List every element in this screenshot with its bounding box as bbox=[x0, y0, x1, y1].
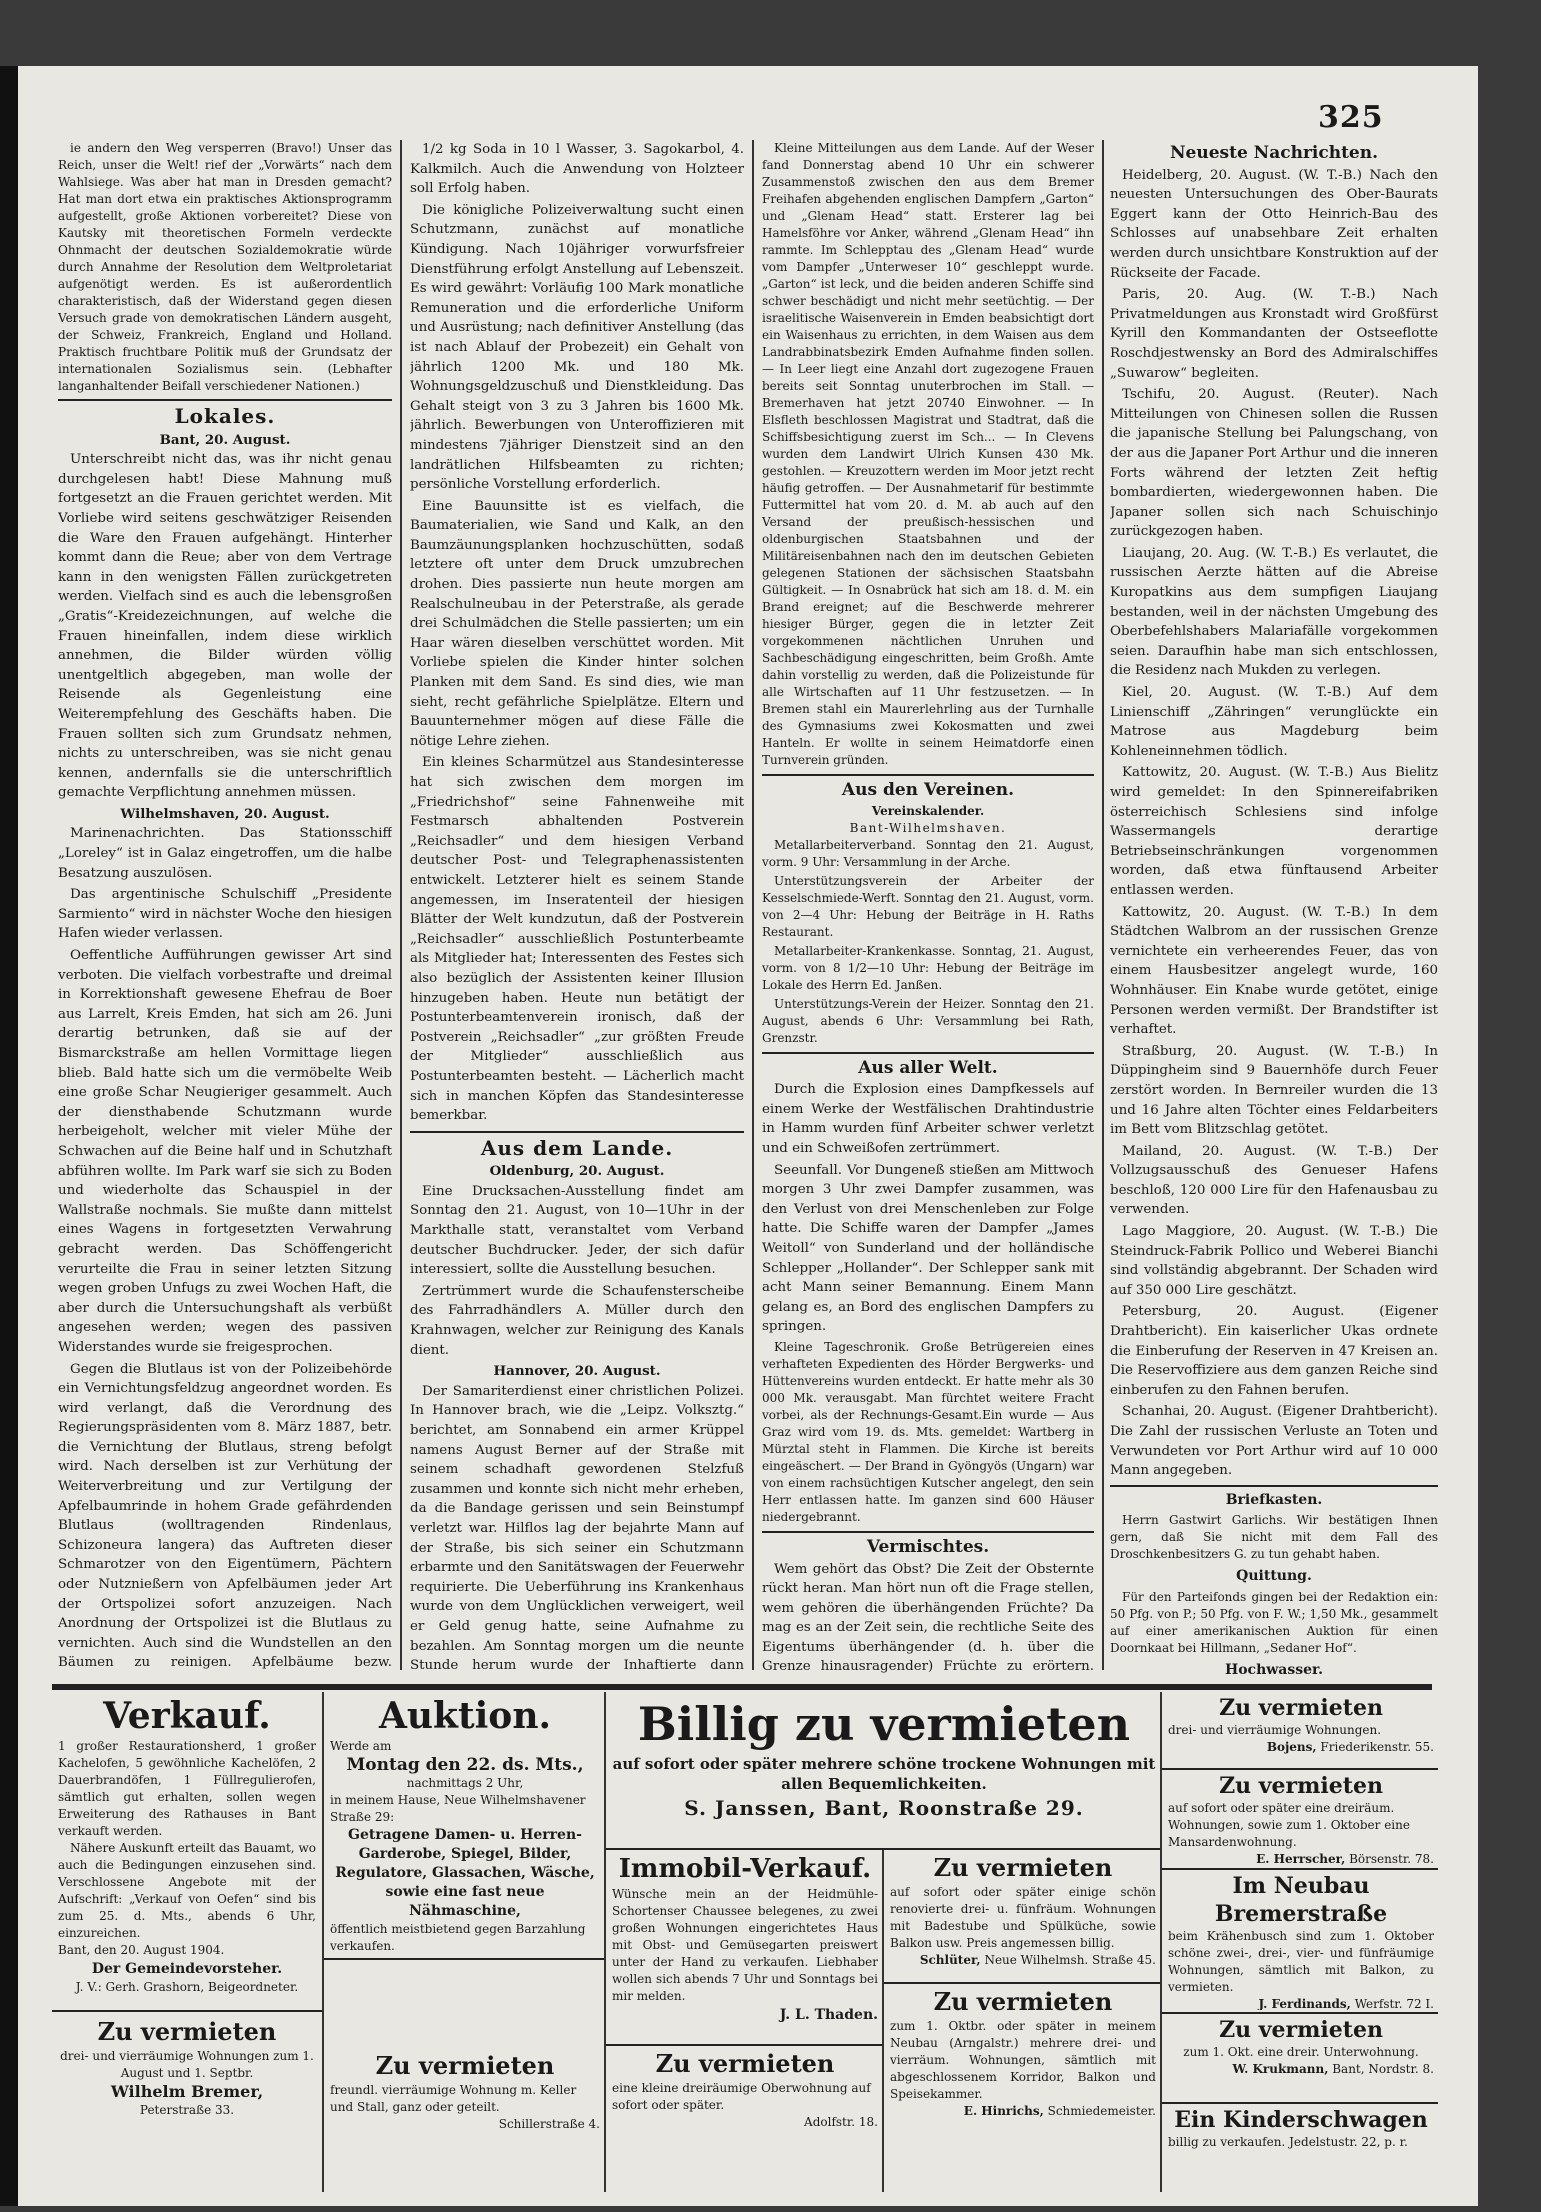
divider bbox=[762, 774, 1094, 776]
ad-divider bbox=[606, 2044, 882, 2046]
ad-title: Zu vermieten bbox=[933, 1853, 1113, 1882]
ad-name: Wilhelm Bremer, bbox=[110, 2082, 264, 2101]
ad-divider bbox=[52, 2010, 322, 2012]
dateline: Hannover, 20. August. bbox=[493, 1363, 661, 1380]
ad-text: auf sofort oder später mehrere schöne trockene Wohnungen mit allen Bequemlichkeiten. bbox=[612, 1755, 1156, 1793]
ad-date: Bant, den 20. August 1904. bbox=[58, 1943, 225, 1957]
section-title-lokales: Lokales. bbox=[174, 404, 276, 428]
news-item: Straßburg, 20. August. (W. T.-B.) In Düppingheim sind 9 Bauernhöfe durch Feuer zerstört worden. In Bernreiler wurden die 13 und 16 Jahre alten Töchter eines Feldarbeiters im Bett vom Blitzschlag getötet. bbox=[1110, 1043, 1438, 1138]
ad-kinderwagen bbox=[1168, 2106, 1434, 2192]
calendar-item: Unterstützungsverein der Arbeiter der Kesselschmiede-Werft. Sonntag den 21. August, vorm. von 2—4 Uhr: Hebung der Beiträge in H. Raths Restaurant. bbox=[762, 873, 1094, 939]
ad-verkauf bbox=[58, 1694, 316, 2006]
ad-text: Nähere Auskunft erteilt das Bauamt, wo auch die Bedingungen einzusehen sind. Verschlossene Angebote mit der Aufschrift: „Verkauf von Oefen“ sind bis zum 25. d. Mts., abends 6 Uhr, einzureichen. bbox=[58, 1841, 316, 1940]
ad-zu-vermieten bbox=[330, 2050, 600, 2192]
ad-text: beim Krähenbusch sind zum 1. Oktober schöne zwei-, drei-, vier- und fünfräumige Wohnungen, sämtlich mit Balkon, zu vermieten. bbox=[1168, 1929, 1434, 1994]
news-item: Mailand, 20. August. (W. T.-B.) Der Vollzugsausschuß des Genueser Hafens beschloß, 120 000 Lire für den Hafenausbau zu verwenden. bbox=[1110, 1143, 1438, 1218]
article-paragraph: Marinenachrichten. Das Stationsschiff „Loreley“ ist in Galaz eingetroffen, um die halbe Besatzung auszulösen. bbox=[58, 826, 392, 881]
column-divider bbox=[1102, 140, 1104, 1670]
briefkasten-text: Herrn Gastwirt Garlichs. Wir bestätigen Ihnen gern, daß Sie nicht mit dem Fall des Droschkenbesitzers G. zu tun gehabt haben. bbox=[1110, 1513, 1438, 1562]
ad-name: S. Janssen, Bant, Roonstraße 29. bbox=[684, 1796, 1084, 1820]
ad-text: zum 1. Okt. eine dreir. Unterwohnung. bbox=[1183, 2045, 1419, 2059]
ad-signature bbox=[1168, 1739, 1434, 1756]
ads-separator bbox=[52, 1684, 1432, 1690]
section-title-briefkasten: Briefkasten. bbox=[1225, 1491, 1323, 1508]
quittung-text: Für den Parteifonds gingen bei der Redaktion ein: 50 Pfg. von P.; 50 Pfg. von F. W.; 1,50 Mk., gesammelt auf einer amerikanischen Auktion für einen Doornkaat bei Hillmann, „Sedaner Hof“. bbox=[1110, 1589, 1438, 1655]
ad-name bbox=[330, 1955, 600, 1956]
article-paragraph: 1/2 kg Soda in 10 l Wasser, 3. Sagokarbol, 4. Kalkmilch. Auch die Anwendung von Holzteer soll Erfolg haben. bbox=[410, 142, 744, 197]
ad-date: Montag den 22. ds. Mts., bbox=[346, 1755, 584, 1775]
ad-name: Schlüter, bbox=[919, 1953, 981, 1967]
news-item: Liaujang, 20. Aug. (W. T.-B.) Es verlautet, die russischen Aerzte hätten auf die Abreise Kuropatkins aus dem sumpfigen Liaujang bestanden, weil in der nächsten Umgebung des Oberbefehlshabers Malariafälle vorgekommen seien. Daraufhin habe man sich entschlossen, die Residenz nach Mukden zu verlegen. bbox=[1110, 545, 1438, 679]
article-continuation: ie andern den Weg versperren (Bravo!) Unser das Reich, unser die Welt! rief der „Vorwärts“ nach dem Wahlsiege. Was aber hat man in Dresden gemacht? Hat man dort etwa ein praktisches Aktionsprogramm aufgestellt, große Aktionen vorbereitet? Diese von Kautsky mit theoretischen Formeln verdeckte Ohnmacht der deutschen Sozialdemokratie würde durch Annahme der Resolution dem Weltproletariat aufgenötigt werden. Es ist außerordentlich charakteristisch, daß der Widerstand gegen diesen Versuch grade von demokratischen Ländern ausgeht, der Schweiz, Frankreich, England und Holland. Praktisch fruchtbare Politik muß der Grundsatz der internationalen Sozialismus sein. (Lebhafter langanhaltender Beifall verschiedener Nationen.) bbox=[58, 141, 392, 393]
news-item: Kattowitz, 20. August. (W. T.-B.) Aus Bielitz wird gemeldet: In den Spinnereifabriken österreichisch Schlesiens sind infolge Wassermangels derartige Betriebseinschränkungen vorgenommen worden, daß etwa fünftausend Arbeiter entlassen werden. bbox=[1110, 765, 1438, 898]
ad-address: Werfstr. 72 I. bbox=[1354, 1997, 1434, 2010]
ad-divider bbox=[1162, 1768, 1438, 1770]
ad-address: Friederikenstr. 55. bbox=[1320, 1740, 1434, 1754]
article-paragraph: Gegen die Blutlaus ist von der Polizeibehörde ein Vernichtungsfeldzug angeordnet worden. Es wird verlangt, daß die Verordnung des Regierungspräsidenten vom 8. März 1887, betr. die Vernichtung der Blutlaus, streng befolgt wird. Nach derselben ist zur Verhütung der Weiterverbreitung und zur Vertilgung der Apfelbaumrinde in hohem Grade gefährdenden Blutlaus (wolltragenden Rindenlaus, Schizoneura langera) das Auftreten dieser Schmarotzer von den Eigentümern, Pächtern oder Nutznießern von Apfelbäumen jeder Art der Ortspolizei sofort anzuzeigen. Nach Anordnung der Ortspolizei ist die Blutlaus zu vernichten. Auch sind die Wundstellen an den Bäumen zu reinigen. Apfelbäume bezw. bbox=[58, 1361, 392, 1671]
article-paragraph: Der Samariterdienst einer christlichen Polizei. In Hannover brach, wie die „Leipz. Volksztg.“ berichtet, am Sonnabend ein armer Krüppel namens August Berner auf der Straße mit seinem schadhaft gewordenen Stelzfuß zusammen und konnte sich nicht mehr erheben, da die Bandage gerissen und sein Beinstumpf verletzt war. Hilflos lag der bejahrte Mann auf der Straße, bis sich seiner ein Schutzmann erbarmte und den Sanitätswagen der Feuerwehr requirierte. Die Ueberführung ins Krankenhaus wurde von dem Unglücklichen verweigert, weil er Geld genug hatte, seine Aufnahme zu bezahlen. Am Sonntag morgen um die neunte Stunde herum wurde der Inhaftierte dann bbox=[410, 1383, 744, 1674]
article-paragraph: Zertrümmert wurde die Schaufensterscheibe des Fahrradhändlers A. Müller durch den Krahnwagen, welcher zur Reinigung des Kanals dient. bbox=[410, 1283, 744, 1358]
ad-divider bbox=[1162, 1868, 1438, 1870]
section-title-neueste-nachrichten: Neueste Nachrichten. bbox=[1169, 143, 1379, 163]
article-paragraph: Die königliche Polizeiverwaltung sucht einen Schutzmann, zunächst auf monatliche Kündigung. Nach 10jähriger vorwurfsfreier Dienstführung erfolgt Anstellung auf Lebenszeit. Es wird gewährt: Vorläufig 100 Mark monatliche Remuneration und die erforderliche Uniform und Ausrüstung; nach definitiver Anstellung (das ist nach Ablauf der Probezeit) ein Gehalt von jährlich 1200 Mk. und 180 Mk. Wohnungsgeldzuschuß und Dienstkleidung. Das Gehalt steigt von 3 zu 3 Jahren bis 1600 Mk. jährlich. Bewerbungen von Unteroffizieren mit mindestens 7jähriger Dienstzeit sind an den landrätlichen Hilfsbeamten zu richten; persönliche Vorstellung erforderlich. bbox=[410, 202, 744, 493]
dateline: Wilhelmshaven, 20. August. bbox=[120, 805, 330, 822]
ad-address: Bant, Nordstr. 8. bbox=[1332, 2062, 1434, 2076]
section-title-aus-dem-lande: Aus dem Lande. bbox=[480, 1135, 674, 1160]
ad-divider bbox=[322, 1692, 324, 2192]
ad-title: Zu vermieten bbox=[655, 2049, 835, 2078]
article-paragraph: Eine Drucksachen-Ausstellung findet am Sonntag den 21. August, von 10—1Uhr in der Markthalle statt, veranstaltet vom Verband deutscher Buchdrucker. Jeder, der sich dafür interessiert, sollte die Ausstellung besuchen. bbox=[410, 1183, 744, 1278]
ad-address: Schmiedemeister. bbox=[1047, 2104, 1156, 2118]
ad-address: Peterstraße 33. bbox=[139, 2103, 235, 2117]
ad-text: zum 1. Oktbr. oder später in meinem Neubau (Arngalstr.) mehrere drei- und vierräum. Wohnungen, sämtlich mit abgeschlossenem Korridor, Balkon und Speisekammer. bbox=[890, 2019, 1156, 2101]
ad-address: Schillerstraße 4. bbox=[498, 2117, 600, 2131]
ad-zu-vermieten bbox=[58, 2016, 316, 2192]
ad-title: Zu vermieten bbox=[375, 2051, 555, 2080]
ad-auktion bbox=[330, 1694, 600, 1956]
divider bbox=[762, 1531, 1094, 1533]
ad-neubau bbox=[1168, 1872, 1434, 2010]
ad-divider bbox=[1162, 2012, 1438, 2014]
ad-items: Getragene Damen- u. Herren-Garderobe, Spiegel, Bilder, Regulatore, Glassachen, Wäsche, sowie eine fast neue Nähmaschine, bbox=[335, 1827, 595, 1919]
ad-name: E. Herrscher, bbox=[1256, 1852, 1346, 1866]
ad-text: Werde am bbox=[330, 1739, 392, 1753]
ad-address: Neue Wilhelmsh. Straße 45. bbox=[984, 1953, 1156, 1967]
news-item: Kiel, 20. August. (W. T.-B.) Auf dem Linienschiff „Zähringen“ verunglückte ein Matrose aus Magdeburg beim Kohleneinnehmen tödlich. bbox=[1110, 685, 1438, 759]
ad-signature-sub: J. V.: Gerh. Grashorn, Beigeordneter. bbox=[75, 1980, 299, 1994]
ad-signature bbox=[1168, 1996, 1434, 2010]
ad-signature bbox=[1168, 2061, 1434, 2078]
news-item: Heidelberg, 20. August. (W. T.-B.) Nach den neuesten Untersuchungen des Ober-Baurats Eggert kann der Otto Heinrich-Bau des Schlosses auf unabsehbare Zeit erhalten werden durch unsichtbare Konstruktion auf der Rückseite der Facade. bbox=[1110, 167, 1438, 281]
ad-text: eine kleine dreiräumige Oberwohnung auf sofort oder später. bbox=[612, 2081, 871, 2112]
column-3 bbox=[762, 140, 1094, 1675]
ad-title: Zu vermieten bbox=[1219, 1695, 1383, 1721]
ad-zu-vermieten bbox=[1168, 1694, 1434, 1766]
divider bbox=[1110, 1485, 1438, 1487]
ad-divider bbox=[882, 1850, 884, 2192]
ad-title: Billig zu vermieten bbox=[637, 1697, 1131, 1751]
section-title-hochwasser: Hochwasser. bbox=[1224, 1661, 1324, 1675]
ad-title: Im Neubau Bremerstraße bbox=[1214, 1873, 1388, 1927]
calendar-item: Metallarbeiter-Krankenkasse. Sonntag, 21. August, vorm. von 8 1/2—10 Uhr: Hebung der Beiträge im Lokale des Herrn Ed. Janßen. bbox=[762, 943, 1094, 992]
ad-signature: Der Gemeindevorsteher. bbox=[91, 1961, 283, 1977]
column-2 bbox=[410, 140, 744, 1675]
ad-divider bbox=[884, 1982, 1160, 1984]
ad-zu-vermieten bbox=[612, 2048, 878, 2192]
ad-line bbox=[1168, 2134, 1434, 2151]
article-paragraph: Seeunfall. Vor Dungeneß stießen am Mittwoch morgen 3 Uhr zwei Dampfer zusammen, was den Verlust von drei Menschenleben zur Folge hatte. Die Schiffe waren der Dampfer „James Weitoll“ von Sunderland und der holländische Schlepper „Hollander“. Der Schlepper sank mit acht Mann seiner Bemannung. Einem Mann gelang es, an Bord des englischen Dampfers zu springen. bbox=[762, 1162, 1094, 1335]
ad-signature bbox=[890, 2103, 1156, 2120]
news-item: Lago Maggiore, 20. August. (W. T.-B.) Die Steindruck-Fabrik Pollico und Weberei Bianchi sind vollständig abgebrannt. Der Schaden wird auf 350 000 Lire geschätzt. bbox=[1110, 1224, 1438, 1298]
ad-signature bbox=[1168, 1851, 1434, 1866]
ad-text: Wünsche mein an der Heidmühle-Schortenser Chaussee belegenes, zu zwei großen Wohnungen eingerichtetes Haus mit Obst- und Gemüsegarten preiswert unter der Hand zu verkaufen. Liebhaber wollen sich abends 7 Uhr und Sonntags bei mir melden. bbox=[612, 1887, 878, 2003]
news-item: Kattowitz, 20. August. (W. T.-B.) In dem Städtchen Walbrom an der russischen Grenze vernichtete ein verheerendes Feuer, das von einem Hausbesitzer angelegt wurde, 160 Wohnhäuser. Ein Knabe wurde getötet, einige Personen werden vermißt. Der Brandstifter ist verhaftet. bbox=[1110, 904, 1438, 1038]
ad-zu-vermieten bbox=[1168, 2016, 1434, 2100]
page-number: 325 bbox=[1318, 100, 1384, 135]
ad-text: freundl. vierräumige Wohnung m. Keller und Stall, ganz oder geteilt. bbox=[330, 2083, 577, 2114]
dateline: Oldenburg, 20. August. bbox=[489, 1163, 665, 1180]
news-item: Petersburg, 20. August. (Eigener Drahtbericht). Ein kaiserlicher Ukas ordnete die Einberufung der Reserven in 47 Kreisen an. Die Reservoffiziere aus dem ganzen Reiche sind einberufen zu den Fahnen berufen. bbox=[1110, 1304, 1438, 1398]
article-paragraph: Kleine Mitteilungen aus dem Lande. Auf der Weser fand Donnerstag abend 10 Uhr ein schwerer Zusammenstoß zwischen den aus dem Bremer Freihafen abgehenden englischen Dampfern „Garton“ und „Glenam Head“ statt. Ersterer lag bei Hamelsföhre vor Anker, während „Glenam Head“ ihn rammte. Im Schlepptau des „Glenam Head“ wurde vom Dampfer „Unterweser 10“ geschleppt wurde. „Garton“ ist leck, und die beiden anderen Schiffe sind schwer beschädigt und nicht mehr seetüchtig. — Der israelitische Waisenverein in Emden beabsichtigt dort ein Waisenhaus zu errichten, in dem Waisen aus dem Landrabbinatsbezirk Emden Aufnahme finden sollen. — In Leer liegt eine Anzahl dort zugezogene Frauen bereits seit Sonntag unuterbrochen im Stall. — Bremerhaven hat jetzt 20740 Einwohner. — In Elsfleth beschlossen Magistrat und Stadtrat, daß die Schiffsbesichtigung zuerst im Sch... — In Clevens wurden dem Landwirt Ulrich Kunsen 430 Mk. gestohlen. — Kreuzottern werden im Moor jetzt recht häufig getroffen. — Der Ausnahmetarif für bestimmte Futtermittel hat vom 20. d. M. ab auch auf den Versand der preußisch-hessischen und oldenburgischen Staatsbahnen und der Militäreisenbahnen nach den im deutschen Gebieten gelegenen Stationen der sächsischen Staatsbahn Gültigkeit. — In Osnabrück hat sich am 18. d. M. ein Brand ereignet; auf die Beschwerde mehrerer hiesiger Bürger, gegen die in letzter Zeit vorgekommenen nächtlichen Unruhen und Sachbeschädigung eingeschritten, beim Großh. Amte dahin vorstellig zu werden, daß die Polizeistunde für alle Wirtschaften auf 11 Uhr festzusetzen. — In Bremen stahl ein Maurerlehrling aus der Turnhalle des Gymnasiums zwei Kokosmatten und zwei Hanteln. Er wollte in seinem Heimatdorfe einen Turnverein gründen. bbox=[762, 141, 1094, 767]
ad-title: Zu vermieten bbox=[1219, 2017, 1383, 2043]
column-divider bbox=[400, 140, 402, 1670]
ad-name: W. Krukmann, bbox=[1232, 2062, 1329, 2076]
ad-title: Zu vermieten bbox=[97, 2017, 277, 2046]
dateline: Bant, 20. August. bbox=[159, 431, 291, 448]
divider bbox=[58, 399, 392, 401]
ad-divider bbox=[324, 1958, 604, 1960]
news-item: Tschifu, 20. August. (Reuter). Nach Mitteilungen von Chinesen sollen die Russen die japanische Stellung bei Palungschang, von der aus die Japaner Port Arthur und die inneren Forts während der letzten Zeit heftig bombardierten, wiedergewonnen haben. Die Japaner sollen sich nach Schuischinjo zurückgezogen haben. bbox=[1110, 387, 1438, 540]
article-paragraph: Unterschreibt nicht das, was ihr nicht genau durchgelesen habt! Diese Mahnung muß fortgesetzt an die Frauen gerichtet werden. Mit Vorliebe wird seitens geschwätziger Reisenden die Ware den Frauen aufgehängt. Hinterher kommt dann die Reue; aber von dem Vertrage kann in den wenigsten Fällen zurückgetreten werden. Vielfach sind es auch die lebensgroßen „Gratis“-Kreidezeichnungen, auf welche die Frauen hineinfallen, indem diese wirklich annehmen, die Bilder würden völlig unentgeltlich abgegeben, man wolle der Reisende als Gegenleistung eine Weiterempfehlung des Geschäfts haben. Die Frauen sollten sich zum Grundsatz nehmen, nichts zu unterschreiben, was sie nicht genau kennen, andernfalls sie die unterschriftlich gemachte Verpflichtung annehmen müssen. bbox=[58, 452, 392, 801]
ad-name: Bojens, bbox=[1266, 1740, 1317, 1754]
ad-zu-vermieten bbox=[890, 1986, 1156, 2192]
news-item: Schanhai, 20. August. (Eigener Drahtbericht). Die Zahl der russischen Verluste an Toten und Verwundeten vor Port Arthur wird auf 10 000 Mann angegeben. bbox=[1110, 1404, 1438, 1479]
ad-text: öffentlich meistbietend gegen Barzahlung verkaufen. bbox=[330, 1922, 586, 1953]
article-paragraph: Ein kleines Scharmützel aus Standesinteresse hat sich zwischen dem morgen im „Friedrichshof“ seine Fahnenweihe mit Festmarsch abhaltenden Postverein „Reichsadler“ und dem hiesigen Verband deutscher Post- und Telegraphenassistenten entwickelt. Letzterer hielt es seinem Stande angemessen, im Inseratenteil der hiesigen Blätter der Welt kundzutun, daß der Postverein „Reichsadler“ ausschließlich Postunterbeamte als Mitglieder hat; Interessenten des Festes sich also bezüglich der Assistenten keiner Illusion hinzugeben haben. Heute nun betätigt der Postunterbeamtenverein ironisch, daß der Postverein „Reichsadler“ „zur größten Freude der Mitglieder“ ausschließlich aus Postunterbeamten besteht. — Lächerlich macht sich in manchen Köpfen das Standesinteresse bemerkbar. bbox=[410, 755, 744, 1124]
ad-zu-vermieten bbox=[890, 1852, 1156, 1980]
ad-name: J. L. Thaden. bbox=[779, 2007, 878, 2023]
article-paragraph: Oeffentliche Aufführungen gewisser Art sind verboten. Die vielfach vorbestrafte und dreimal in Korrektionshaft gewesene Ehefrau de Boer aus Larrelt, Kreis Emden, hat sich am 26. Juni derartig betrunken, daß sie auf der Bismarckstraße am hellen Vormittage liegen blieb. Bald hatte sich um die vermöbelte Weib eine große Schar Neugieriger gesammelt. Auch der diensthabende Schutzmann wurde herbeigeholt, welcher mit vieler Mühe der Schwachen auf die Beine half und in Schutzhaft abführen wollte. Im Park warf sie sich zu Boden und wiederholte das Schauspiel in der Wallstraße nochmals. Sie mußte dann mittelst eines Wagens in fortgesetzten Verwahrung gebracht werden. Das Schöffengericht verurteilte die Frau in seiner letzten Sitzung wegen groben Unfugs zu zwei Wochen Haft, die aber durch die Untersuchungshaft als verbüßt angesehen werden; wegen des passiven Widerstandes wurde sie freigesprochen. bbox=[58, 948, 392, 1355]
ad-text: 1 großer Restaurationsherd, 1 großer Kachelofen, 5 gewöhnliche Kachelöfen, 2 Dauerbrandöfen, 1 Füllregulierofen, sämtlich gut erhalten, sollen wegen Erweiterung des Rathauses in Bant verkauft werden. bbox=[58, 1739, 316, 1838]
ad-divider bbox=[1162, 2102, 1438, 2104]
column-4 bbox=[1110, 140, 1438, 1675]
calendar-item: Metallarbeiterverband. Sonntag den 21. August, vorm. 9 Uhr: Versammlung in der Arche. bbox=[762, 837, 1094, 869]
ad-zu-vermieten bbox=[1168, 1772, 1434, 1866]
ad-divider bbox=[604, 1692, 606, 2192]
divider bbox=[762, 1052, 1094, 1054]
ad-title: Immobil-Verkauf. bbox=[618, 1854, 872, 1884]
article-paragraph: Eine Bauunsitte ist es vielfach, die Baumaterialien, wie Sand und Kalk, an den Baumzäunungsplanken hochzuschütten, sodaß letztere oft unter dem Druck umzubrechen drohen. Dies passierte nun heute morgen am Realschulneubau in der Peterstraße, als gerade drei Schulmädchen die Stelle passierten; um ein Haar wären dieselben verschüttet worden. Mit Vorliebe spielen die Kinder hinter solchen Planken mit dem Sand. Es sind dies, wie man sieht, recht gefährliche Spielplätze. Eltern und Bauunternehmer mögen auf diese Fälle die nötige Lehre ziehen. bbox=[410, 498, 744, 749]
article-paragraph: Wem gehört das Obst? Die Zeit der Obsternte rückt heran. Man hört nun oft die Frage stellen, wem gehören die überhängenden Früchte? Da mag es an der Zeit sein, die rechtliche Seite des Eigentums überhängender (d. h. über die Grenze hinausragender) Früchte zu erörtern. bbox=[762, 1561, 1094, 1675]
news-item: Paris, 20. Aug. (W. T.-B.) Nach Privatmeldungen aus Kronstadt wird Großfürst Kyrill den Kommandanten der Ostseeflotte Roschdjestwensky an Bord des Admiralschiffes „Suwarow“ begleiten. bbox=[1110, 287, 1438, 381]
place-heading: Bant-Wilhelmshaven. bbox=[849, 820, 1007, 835]
ad-signature bbox=[890, 1952, 1156, 1969]
ad-title: Ein Kinderschwagen bbox=[1174, 2107, 1428, 2133]
ad-address: Jedelstustr. 22, p. r. bbox=[1289, 2135, 1408, 2149]
calendar-item: Unterstützungs-Verein der Heizer. Sonntag den 21. August, abends 6 Uhr: Versammlung bei Rath, Grenzstr. bbox=[762, 996, 1094, 1045]
section-title-quittung: Quittung. bbox=[1236, 1568, 1312, 1585]
article-paragraph: Durch die Explosion eines Dampfkessels auf einem Werke der Westfälischen Drahtindustrie in Hamm wurden fünf Arbeiter schwer verletzt und ein Schweißofen zertrümmert. bbox=[762, 1082, 1094, 1156]
ad-time: nachmittags 2 Uhr, bbox=[406, 1776, 524, 1790]
ad-name: J. Ferdinands, bbox=[1258, 1997, 1351, 2010]
divider bbox=[410, 1131, 744, 1133]
ad-divider bbox=[1160, 1692, 1162, 2192]
ad-text: auf sofort oder später einige schön renovierte drei- u. fünfräum. Wohnungen mit Badestube und Spülküche, sowie Balkon usw. Preis angemessen billig. bbox=[890, 1885, 1156, 1950]
ad-address: Adolfstr. 18. bbox=[804, 2115, 878, 2129]
section-title-vereine: Aus den Vereinen. bbox=[841, 780, 1015, 800]
ad-location: in meinem Hause, Neue Wilhelmshavener Straße 29: bbox=[330, 1793, 586, 1824]
ad-title: Zu vermieten bbox=[933, 1987, 1113, 2016]
ad-text: drei- und vierräumige Wohnungen. bbox=[1168, 1723, 1382, 1737]
ad-text: billig zu verkaufen. bbox=[1168, 2135, 1286, 2149]
ad-billig-zu-vermieten bbox=[612, 1694, 1156, 1844]
ad-immobil-verkauf bbox=[612, 1852, 878, 2042]
ad-title: Verkauf. bbox=[103, 1695, 271, 1737]
subsection-title: Vereinskalender. bbox=[871, 803, 985, 818]
ad-text: auf sofort oder später eine dreiräum. Wohnungen, sowie zum 1. Oktober eine Mansardenwohnung. bbox=[1168, 1801, 1410, 1849]
ad-title: Zu vermieten bbox=[1219, 1773, 1383, 1799]
ad-address: Börsenstr. 78. bbox=[1349, 1852, 1434, 1866]
section-title-aus-aller-welt: Aus aller Welt. bbox=[858, 1057, 998, 1078]
article-paragraph: Das argentinische Schulschiff „Presidente Sarmiento“ wird in nächster Woche den hiesigen Hafen wieder verlassen. bbox=[58, 887, 392, 942]
ad-text: drei- und vierräumige Wohnungen zum 1. August und 1. Septbr. bbox=[60, 2049, 314, 2080]
column-1 bbox=[58, 140, 392, 1675]
ad-title: Auktion. bbox=[378, 1695, 552, 1737]
article-paragraph: Kleine Tageschronik. Große Betrügereien eines verhafteten Expedienten des Hörder Bergwerks- und Hüttenvereins wurden entdeckt. Er hatte mehr als 30 000 Mk. verausgabt. Man fürchtet weitere Fracht vorbei, als der Rechnungs-Gesamt.Ein wurde — Aus Graz wird vom 19. ds. Mts. gemeldet: Wartberg in Mürztal steht in Flammen. Die Kirche ist bereits eingeäschert. — Der Brand in Gyöngyös (Ungarn) war von einem rachsüchtigen Kutscher angelegt, den sein Herr entlassen hatte. Im ganzen sind 600 Häuser niedergebrannt. bbox=[762, 1339, 1094, 1524]
column-divider bbox=[752, 140, 754, 1670]
section-title-vermischtes: Vermischtes. bbox=[866, 1536, 990, 1557]
ad-name: E. Hinrichs, bbox=[963, 2104, 1044, 2118]
